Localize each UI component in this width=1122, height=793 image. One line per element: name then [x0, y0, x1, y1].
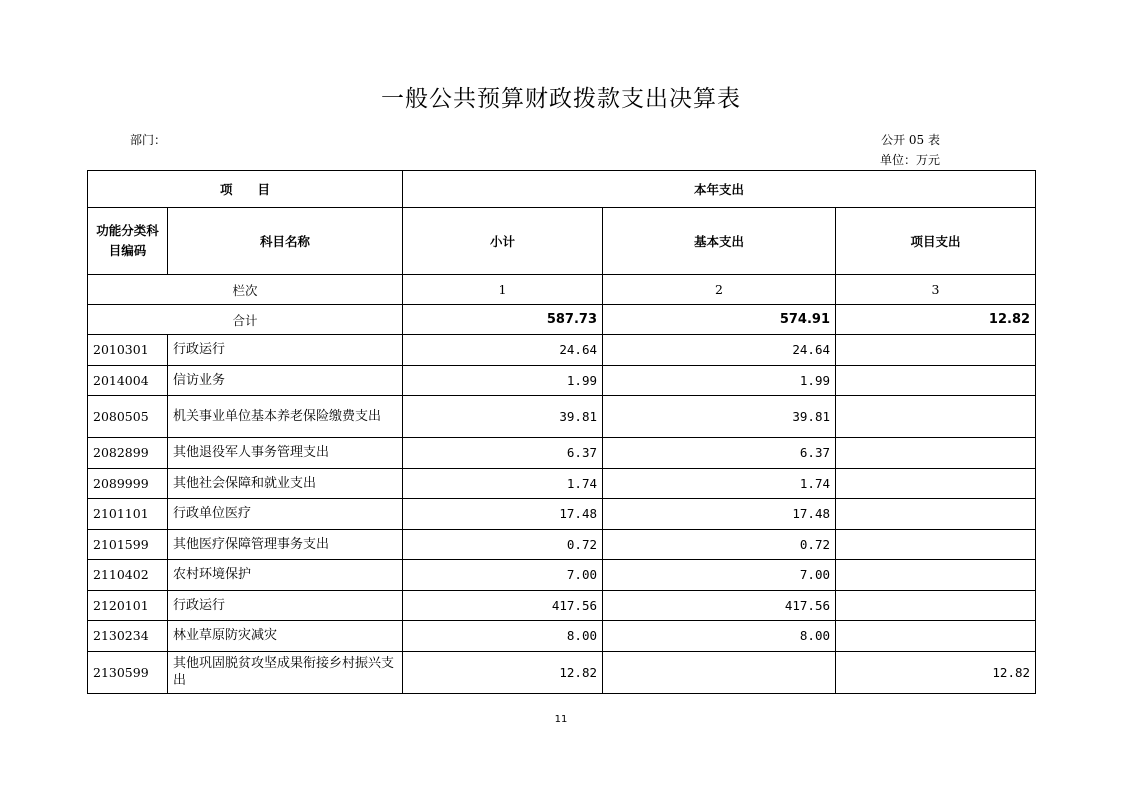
row-project: [836, 590, 1036, 621]
total-project: 12.82: [836, 305, 1036, 335]
column-number-2: 2: [603, 275, 836, 305]
row-basic: 8.00: [603, 621, 836, 652]
row-name: 其他巩固脱贫攻坚成果衔接乡村振兴支出: [168, 651, 403, 693]
row-code: 2014004: [88, 365, 168, 396]
row-name: 机关事业单位基本养老保险缴费支出: [168, 396, 403, 438]
row-subtotal: 24.64: [403, 335, 603, 366]
row-subtotal: 12.82: [403, 651, 603, 693]
page-title: 一般公共预算财政拨款支出决算表: [381, 86, 741, 112]
row-project: 12.82: [836, 651, 1036, 693]
row-code: 2080505: [88, 396, 168, 438]
row-name: 行政单位医疗: [168, 499, 403, 530]
row-subtotal: 39.81: [403, 396, 603, 438]
department-label: 部门：: [130, 133, 167, 147]
header-item: 项 目: [88, 171, 403, 208]
row-code: 2082899: [88, 438, 168, 469]
row-basic: 7.00: [603, 560, 836, 591]
row-code: 2010301: [88, 335, 168, 366]
row-basic: 1.74: [603, 468, 836, 499]
row-project: [836, 560, 1036, 591]
column-number-label: 栏次: [88, 275, 403, 305]
row-project: [836, 365, 1036, 396]
row-basic: 24.64: [603, 335, 836, 366]
row-subtotal: 6.37: [403, 438, 603, 469]
table-row: [88, 560, 1036, 591]
header-row-2: [88, 208, 1036, 275]
row-subtotal: 417.56: [403, 590, 603, 621]
row-name: 行政运行: [168, 335, 403, 366]
total-row: [88, 305, 1036, 335]
row-code: 2089999: [88, 468, 168, 499]
row-project: [836, 529, 1036, 560]
table-row: [88, 529, 1036, 560]
row-subtotal: 0.72: [403, 529, 603, 560]
header-subtotal: 小计: [403, 208, 603, 275]
row-name: 林业草原防灾减灾: [168, 621, 403, 652]
header-row-1: [88, 171, 1036, 208]
header-year-expense: 本年支出: [403, 171, 1036, 208]
row-subtotal: 1.74: [403, 468, 603, 499]
row-subtotal: 7.00: [403, 560, 603, 591]
row-basic: 0.72: [603, 529, 836, 560]
row-project: [836, 621, 1036, 652]
header-project: 项目支出: [836, 208, 1036, 275]
row-project: [836, 499, 1036, 530]
row-subtotal: 17.48: [403, 499, 603, 530]
row-project: [836, 438, 1036, 469]
column-number-1: 1: [403, 275, 603, 305]
column-number-3: 3: [836, 275, 1036, 305]
row-basic: 17.48: [603, 499, 836, 530]
table-row: [88, 438, 1036, 469]
row-basic: [603, 651, 836, 693]
row-name: 农村环境保护: [168, 560, 403, 591]
row-project: [836, 335, 1036, 366]
total-subtotal: 587.73: [403, 305, 603, 335]
row-name: 其他医疗保障管理事务支出: [168, 529, 403, 560]
total-basic: 574.91: [603, 305, 836, 335]
row-project: [836, 396, 1036, 438]
row-subtotal: 8.00: [403, 621, 603, 652]
table-row: [88, 335, 1036, 366]
row-code: 2110402: [88, 560, 168, 591]
row-basic: 1.99: [603, 365, 836, 396]
column-number-row: [88, 275, 1036, 305]
row-name: 其他社会保障和就业支出: [168, 468, 403, 499]
row-name: 行政运行: [168, 590, 403, 621]
row-name: 其他退役军人事务管理支出: [168, 438, 403, 469]
table-row: [88, 396, 1036, 438]
row-name: 信访业务: [168, 365, 403, 396]
row-code: 2130599: [88, 651, 168, 693]
row-subtotal: 1.99: [403, 365, 603, 396]
table-row: [88, 590, 1036, 621]
form-number: 公开 05 表: [881, 133, 940, 147]
expenditure-table: [87, 170, 1036, 694]
page-number: 11: [554, 714, 568, 725]
row-code: 2101599: [88, 529, 168, 560]
row-code: 2130234: [88, 621, 168, 652]
total-label: 合计: [88, 305, 403, 335]
row-project: [836, 468, 1036, 499]
table-row: [88, 499, 1036, 530]
row-basic: 6.37: [603, 438, 836, 469]
row-basic: 39.81: [603, 396, 836, 438]
row-basic: 417.56: [603, 590, 836, 621]
table-row: [88, 365, 1036, 396]
table-row: [88, 621, 1036, 652]
header-func-code: 功能分类科目编码: [88, 208, 168, 275]
row-code: 2120101: [88, 590, 168, 621]
row-code: 2101101: [88, 499, 168, 530]
header-subject-name: 科目名称: [168, 208, 403, 275]
table-row: [88, 651, 1036, 693]
unit-label: 单位：万元: [879, 153, 940, 167]
table-row: [88, 468, 1036, 499]
header-basic: 基本支出: [603, 208, 836, 275]
